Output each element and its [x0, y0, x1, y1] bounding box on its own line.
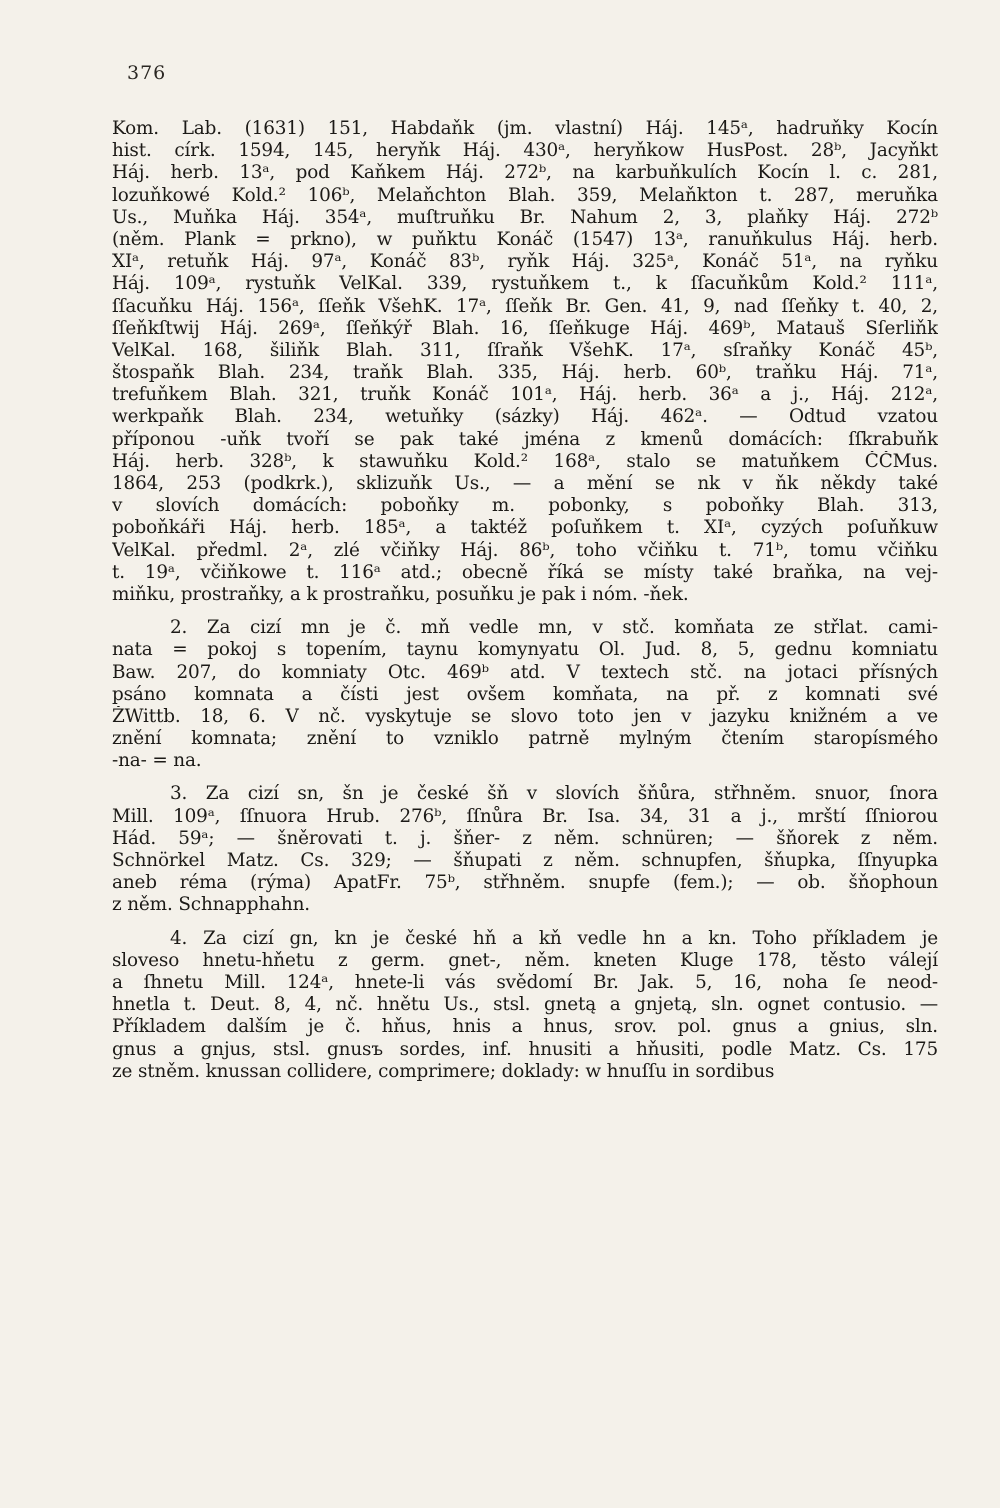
text-line: Hád. 59ᵃ; — šněrovati t. j. šňer- z něm. schnüren; — šňorek z něm.	[112, 827, 938, 849]
text-line: XIᵃ, retuňk Háj. 97ᵃ, Konáč 83ᵇ, ryňk Háj. 325ᵃ, Konáč 51ᵃ, na ryňku	[112, 251, 938, 273]
paragraph-gap	[112, 606, 938, 617]
text-line: Mill. 109ᵃ, ſſnuora Hrub. 276ᵇ, ſſnůra Br. Isa. 34, 31 a j., mrští ſſniorou	[112, 805, 938, 827]
body-text	[112, 118, 938, 1083]
text-line: Baw. 207, do komniaty Otc. 469ᵇ atd. V textech stč. na jotaci přísných	[112, 661, 938, 683]
text-line: znění komnata; znění to vzniklo patrně mylným čtením staropísmého	[112, 728, 938, 750]
text-line: VelKal. 168, šiliňk Blah. 311, ſſraňk VšehK. 17ᵃ, sſraňky Konáč 45ᵇ,	[112, 339, 938, 361]
text-line: Háj. herb. 328ᵇ, k stawuňku Kold.² 168ᵃ, stalo se matuňkem ČČMus.	[112, 450, 938, 472]
text-line: a ſhnetu Mill. 124ᵃ, hnete-li vás svědomí Br. Jak. 5, 16, noha ſe neod-	[112, 971, 938, 993]
text-line: ſſacuňku Háj. 156ᵃ, ſſeňk VšehK. 17ᵃ, ſſeňk Br. Gen. 41, 9, nad ſſeňky t. 40, 2,	[112, 295, 938, 317]
text-line: psáno komnata a čísti jest ovšem komňata, na př. z komnati své	[112, 683, 938, 705]
paragraph	[112, 928, 938, 1083]
paragraph	[112, 617, 938, 772]
text-line: nata = pokoj s topením, taynu komynyatu Ol. Jud. 8, 5, gednu komniatu	[112, 639, 938, 661]
text-line: hist. círk. 1594, 145, heryňk Háj. 430ᵃ, heryňkow HusPost. 28ᵇ, Jacyňkt	[112, 140, 938, 162]
text-line: příponou -uňk tvoří se pak také jména z kmenů domácích: ſſkrabuňk	[112, 428, 938, 450]
text-line: poboňkáři Háj. herb. 185ᵃ, a taktéž poſuňkem t. XIᵃ, cyzých poſuňkuw	[112, 517, 938, 539]
text-line: (něm. Plank = prkno), w puňktu Konáč (1547) 13ᵃ, ranuňkulus Háj. herb.	[112, 228, 938, 250]
text-line: 2. Za cizí mn je č. mň vedle mn, v stč. komňata ze střlat. cami-	[170, 617, 938, 639]
text-line: trefuňkem Blah. 321, truňk Konáč 101ᵃ, Háj. herb. 36ᵃ a j., Háj. 212ᵃ,	[112, 384, 938, 406]
text-line: z něm. Schnapphahn.	[112, 894, 310, 916]
text-line: gnus a gnjus, stsl. gnusъ sordes, inf. hnusiti a hňusiti, podle Matz. Cs. 175	[112, 1038, 938, 1060]
paragraph	[112, 783, 938, 916]
text-line: štospaňk Blah. 234, traňk Blah. 335, Háj. herb. 60ᵇ, traňku Háj. 71ᵃ,	[112, 362, 938, 384]
page-number: 376	[127, 62, 167, 84]
text-line: VelKal. předml. 2ᵃ, zlé včiňky Háj. 86ᵇ, toho včiňku t. 71ᵇ, tomu včiňku	[112, 539, 938, 561]
text-line: hnetla t. Deut. 8, 4, nč. hnětu Us., stsl. gnetą a gnjetą, sln. ognet contusio. —	[112, 994, 938, 1016]
text-line: Kom. Lab. (1631) 151, Habdaňk (jm. vlastní) Háj. 145ᵃ, hadruňky Kocín	[112, 118, 938, 139]
text-line: ze stněm. knussan collidere, comprimere; doklady: w hnuſſu in sordibus	[112, 1060, 775, 1082]
paragraph	[112, 118, 938, 606]
text-line: 3. Za cizí sn, šn je české šň v slovích šňůra, střhněm. snuor, ſnora	[170, 783, 938, 805]
text-line: werkpaňk Blah. 234, wetuňky (sázky) Háj. 462ᵃ. — Odtud vzatou	[112, 406, 938, 428]
text-line: 4. Za cizí gn, kn je české hň a kň vedle hn a kn. Toho příkladem je	[170, 927, 938, 949]
text-line: Schnörkel Matz. Cs. 329; — šňupati z něm. schnupfen, šňupka, ſſnyupka	[112, 850, 938, 871]
text-line: t. 19ᵃ, včiňkowe t. 116ᵃ atd.; obecně říká se místy také braňka, na vej-	[112, 561, 938, 583]
text-line: -na- = na.	[112, 750, 202, 772]
paragraph-gap	[112, 772, 938, 783]
text-line: lozuňkowé Kold.² 106ᵇ, Melaňchton Blah. 359, Melaňkton t. 287, meruňka	[112, 184, 938, 206]
text-line: Háj. 109ᵃ, rystuňk VelKal. 339, rystuňkem t., k ſſacuňkům Kold.² 111ᵃ,	[112, 273, 938, 295]
text-line: ſſeňkſtwij Háj. 269ᵃ, ſſeňkýř Blah. 16, ſſeňkuge Háj. 469ᵇ, Matauš Sſerliňk	[112, 317, 938, 339]
text-line: v slovích domácích: poboňky m. pobonky, s poboňky Blah. 313,	[112, 495, 938, 517]
text-line: miňku, prostraňky, a k prostraňku, posuňku je pak i nóm. -ňek.	[112, 583, 689, 605]
text-line: Us., Muňka Háj. 354ᵃ, muſtruňku Br. Nahum 2, 3, plaňky Háj. 272ᵇ	[112, 206, 938, 228]
text-line: aneb réma (rýma) ApatFr. 75ᵇ, střhněm. snupfe (fem.); — ob. šňophoun	[112, 872, 938, 894]
text-line: Příkladem dalším je č. hňus, hnis a hnus, srov. pol. gnus a gnius, sln.	[112, 1016, 938, 1038]
text-line: sloveso hnetu-hňetu z germ. gnet-, něm. kneten Kluge 178, těsto válejí	[112, 949, 938, 971]
text-line: 1864, 253 (podkrk.), sklizuňk Us., — a mění se nk v ňk někdy také	[112, 473, 938, 494]
paragraph-gap	[112, 917, 938, 928]
text-line: ŽWittb. 18, 6. V nč. vyskytuje se slovo toto jen v jazyku knižném a ve	[112, 705, 938, 727]
text-line: Háj. herb. 13ᵃ, pod Kaňkem Háj. 272ᵇ, na karbuňkulích Kocín l. c. 281,	[112, 162, 938, 184]
